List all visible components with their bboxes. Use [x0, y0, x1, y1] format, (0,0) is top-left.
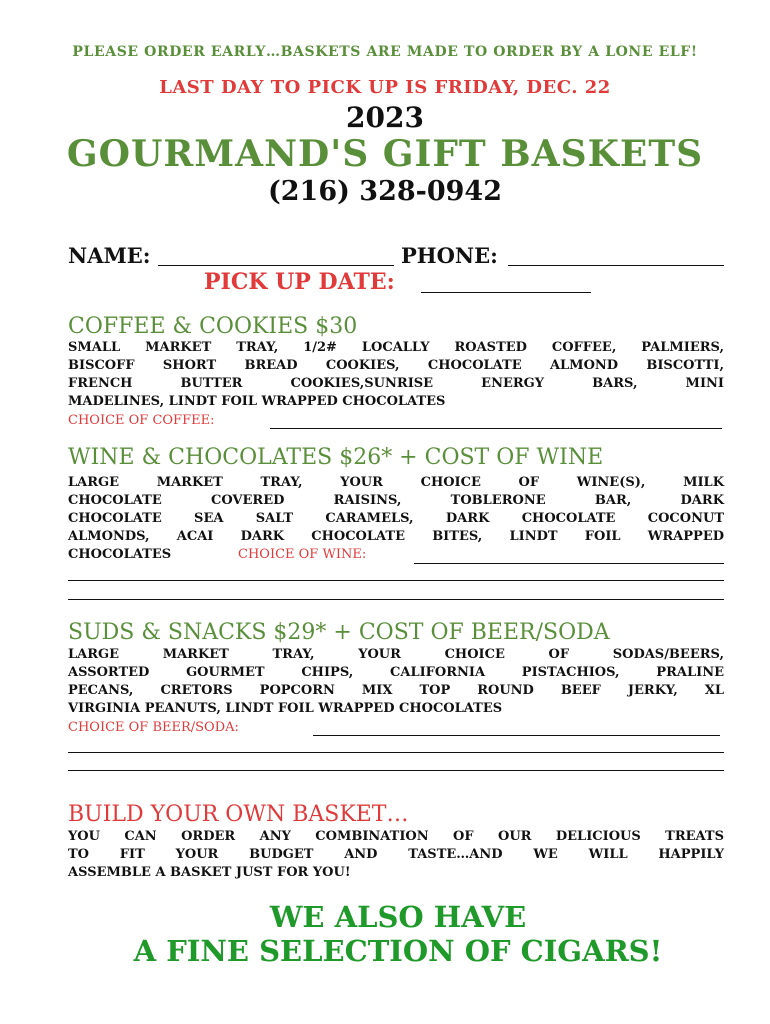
suds-extra-line-2[interactable] — [68, 770, 724, 771]
suds-choice-field[interactable] — [313, 735, 720, 736]
suds-desc-line-2: ASSORTED GOURMET CHIPS, CALIFORNIA PISTACHIOS, PRALINE — [68, 665, 724, 680]
order-early-notice: PLEASE ORDER EARLY…BASKETS ARE MADE TO ORDER BY A LONE ELF! — [72, 44, 698, 60]
page-title: GOURMAND'S GIFT BASKETS — [66, 133, 704, 175]
wine-extra-line-2[interactable] — [68, 599, 724, 600]
suds-desc-line-1: LARGE MARKET TRAY, YOUR CHOICE OF SODAS/BEERS, — [68, 647, 724, 662]
build-desc-line-1: YOU CAN ORDER ANY COMBINATION OF OUR DELICIOUS TREATS — [68, 829, 724, 844]
wine-desc-line-5: CHOCOLATES — [68, 547, 172, 562]
build-heading: BUILD YOUR OWN BASKET… — [68, 802, 409, 827]
pickup-date-field[interactable] — [421, 292, 591, 293]
build-desc-line-3: ASSEMBLE A BASKET JUST FOR YOU! — [68, 865, 351, 880]
wine-desc-line-1: LARGE MARKET TRAY, YOUR CHOICE OF WINE(S), MILK — [68, 475, 724, 490]
pickup-date-label: PICK UP DATE: — [204, 269, 395, 295]
coffee-desc-line-4: MADELINES, LINDT FOIL WRAPPED CHOCOLATES — [68, 394, 446, 409]
cigars-line-2: A FINE SELECTION OF CIGARS! — [133, 934, 663, 968]
wine-desc-line-4: ALMONDS, ACAI DARK CHOCOLATE BITES, LINDT FOIL WRAPPED — [68, 529, 724, 544]
phone-number: (216) 328-0942 — [267, 176, 503, 207]
name-field[interactable] — [158, 265, 394, 266]
coffee-desc-line-1: SMALL MARKET TRAY, 1/2# LOCALLY ROASTED COFFEE, PALMIERS, — [68, 340, 724, 355]
suds-extra-line-1[interactable] — [68, 752, 724, 753]
coffee-choice-field[interactable] — [270, 428, 722, 429]
suds-desc-line-3: PECANS, CRETORS POPCORN MIX TOP ROUND BEEF JERKY, XL — [68, 683, 724, 698]
name-label: NAME: — [68, 243, 151, 268]
coffee-desc-line-2: BISCOFF SHORT BREAD COOKIES, CHOCOLATE ALMOND BISCOTTI, — [68, 358, 724, 373]
wine-extra-line-1[interactable] — [68, 580, 724, 581]
phone-label: PHONE: — [401, 243, 498, 268]
phone-field[interactable] — [508, 265, 724, 266]
build-desc-line-2: TO FIT YOUR BUDGET AND TASTE…AND WE WILL HAPPILY — [68, 847, 724, 862]
wine-choice-field[interactable] — [414, 563, 724, 564]
wine-heading: WINE & CHOCOLATES $26* + COST OF WINE — [68, 445, 604, 470]
last-day-notice: LAST DAY TO PICK UP IS FRIDAY, DEC. 22 — [159, 77, 611, 98]
year-label: 2023 — [346, 101, 424, 134]
coffee-heading: COFFEE & COOKIES $30 — [68, 314, 358, 339]
wine-desc-line-3: CHOCOLATE SEA SALT CARAMELS, DARK CHOCOLATE COCONUT — [68, 511, 724, 526]
suds-choice-label: CHOICE OF BEER/SODA: — [68, 720, 239, 735]
suds-desc-line-4: VIRGINIA PEANUTS, LINDT FOIL WRAPPED CHOCOLATES — [68, 701, 503, 716]
wine-choice-label: CHOICE OF WINE: — [238, 547, 367, 562]
coffee-desc-line-3: FRENCH BUTTER COOKIES,SUNRISE ENERGY BARS, MINI — [68, 376, 724, 391]
cigars-line-1: WE ALSO HAVE — [269, 900, 527, 934]
coffee-choice-label: CHOICE OF COFFEE: — [68, 413, 215, 428]
suds-heading: SUDS & SNACKS $29* + COST OF BEER/SODA — [68, 620, 610, 645]
wine-desc-line-2: CHOCOLATE COVERED RAISINS, TOBLERONE BAR, DARK — [68, 493, 724, 508]
